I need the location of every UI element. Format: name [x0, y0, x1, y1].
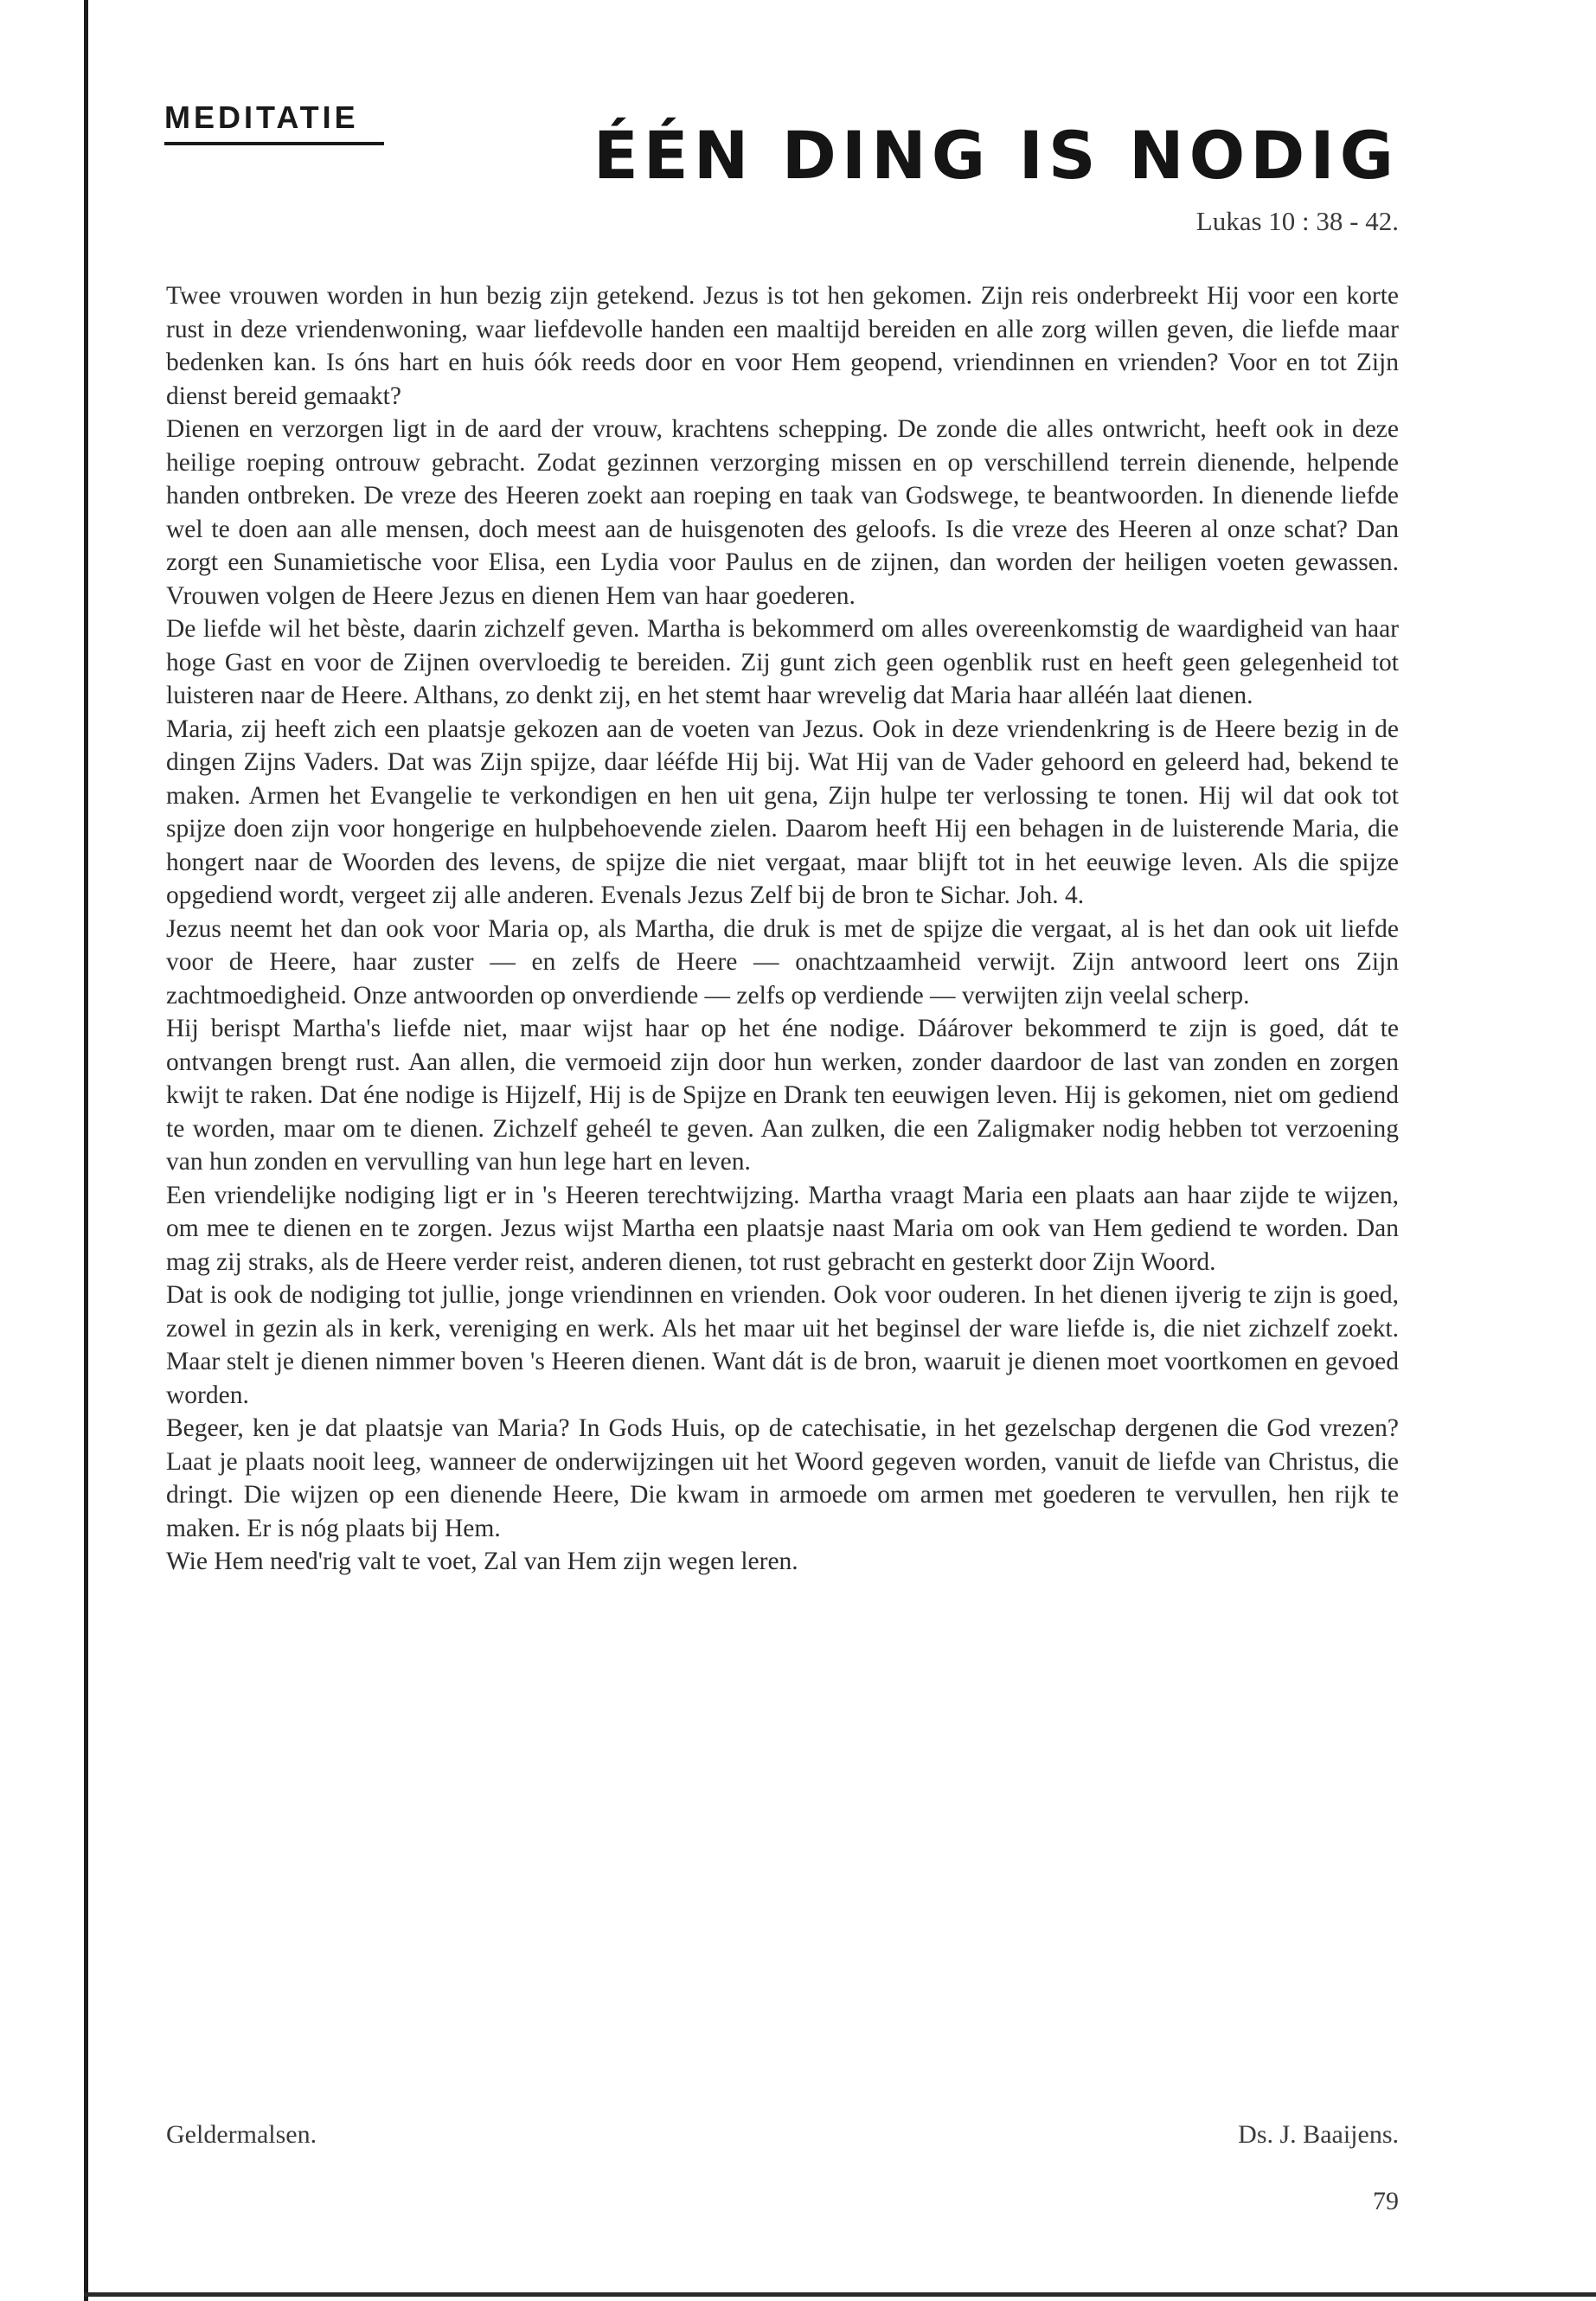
paragraph: Twee vrouwen worden in hun bezig zijn getekend. Jezus is tot hen gekomen. Zijn reis onderbreekt Hij voor een korte rust in deze vriendenwoning, waar liefdevolle handen een maaltijd bereiden en alle zorg willen geven, die liefde maar bedenken kan. Is óns hart en huis óók reeds door en voor Hem geopend, vriendinnen en vrienden? Voor en tot Zijn dienst bereid gemaakt?	[166, 282, 1399, 410]
scripture-reference: Lukas 10 : 38 - 42.	[1195, 206, 1399, 236]
paragraph: Dat is ook de nodiging tot jullie, jonge vriendinnen en vrienden. Ook voor ouderen. In het dienen ijverig te zijn is goed, zowel in gezin als in kerk, vereniging en werk. Als het maar uit het beginsel der ware liefde is, die niet zichzelf zoekt. Maar stelt je dienen nimmer boven 's Heeren dienen. Want dát is de bron, waaruit je dienen moet voortkomen en gevoed worden.	[166, 1281, 1399, 1409]
left-border-rule	[84, 0, 88, 2301]
author-signature: Ds. J. Baaijens.	[1238, 2120, 1399, 2149]
paragraph: Begeer, ken je dat plaatsje van Maria? In Gods Huis, op de catechisatie, in het gezelschap dergenen die God vrezen? Laat je plaats nooit leeg, wanneer de onderwijzingen uit het Woord gegeven worden, vanuit de liefde van Christus, die dringt. Die wijzen op een dienende Heere, Die kwam in armoede om armen met goederen te vervullen, hen rijk te maken. Er is nóg plaats bij Hem.	[166, 1414, 1399, 1542]
article-body	[166, 279, 1399, 1579]
paragraph: Jezus neemt het dan ook voor Maria op, als Martha, die druk is met de spijze die vergaat, al is het dan ook uit liefde voor de Heere, haar zuster — en zelfs de Heere — onachtzaamheid verwijt. Zijn antwoord leert ons Zijn zachtmoedigheid. Onze antwoorden op onverdiende — zelfs op verdiende — verwijten zijn veelal scherp.	[166, 914, 1399, 1009]
bottom-border-rule	[84, 2292, 1596, 2297]
paragraph: Een vriendelijke nodiging ligt er in 's Heeren terechtwijzing. Martha vraagt Maria een plaats aan haar zijde te wijzen, om mee te dienen en te zorgen. Jezus wijst Martha een plaatsje naast Maria om ook van Hem gediend te worden. Dan mag zij straks, als de Heere verder reist, anderen dienen, tot rust gebracht en gesterkt door Zijn Woord.	[166, 1181, 1399, 1276]
paragraph: Hij berispt Martha's liefde niet, maar wijst haar op het éne nodige. Dáárover bekommerd te zijn is goed, dát te ontvangen brengt rust. Aan allen, die vermoeid zijn door hun werken, zonder daardoor de last van zonden en zorgen kwijt te raken. Dat éne nodige is Hijzelf, Hij is de Spijze en Drank ten eeuwigen leven. Hij is gekomen, niet om gediend te worden, maar om te dienen. Zichzelf geheél te geven. Aan zulken, die een Zaligmaker nodig hebben tot verzoening van hun zonden en vervulling van hun lege hart en leven.	[166, 1015, 1399, 1176]
paragraph: Dienen en verzorgen ligt in de aard der vrouw, krachtens schepping. De zonde die alles ontwricht, heeft ook in deze heilige roeping ontrouw gebracht. Zodat gezinnen verzorging missen en op verschillend terrein dienende, helpende handen ontbreken. De vreze des Heeren zoekt aan roeping en taak van Godswege, te beantwoorden. In dienende liefde wel te doen aan alle mensen, doch meest aan de huisgenoten des geloofs. Is die vreze des Heeren al onze schat? Dan zorgt een Sunamietische voor Elisa, een Lydia voor Paulus en de zijnen, dan worden der heiligen voeten gewassen. Vrouwen volgen de Heere Jezus en dienen Hem van haar goederen.	[166, 415, 1399, 610]
section-label-underline	[164, 142, 384, 145]
paragraph: De liefde wil het bèste, daarin zichzelf geven. Martha is bekommerd om alles overeenkomstig de waardigheid van haar hoge Gast en voor de Zijnen overvloedig te bereiden. Zij gunt zich geen ogenblik rust en heeft geen gelegenheid tot luisteren naar de Heere. Althans, zo denkt zij, en het stemt haar wrevelig dat Maria haar alléén laat dienen.	[166, 615, 1399, 709]
section-label: MEDITATIE	[164, 99, 359, 135]
page-number: 79	[1373, 2187, 1399, 2215]
place-signature: Geldermalsen.	[166, 2120, 317, 2149]
page-title: ÉÉN DING IS NODIG	[593, 117, 1399, 194]
paragraph: Maria, zij heeft zich een plaatsje gekozen aan de voeten van Jezus. Ook in deze vriendenkring is de Heere bezig in de dingen Zijns Vaders. Dat was Zijn spijze, daar lééfde Hij bij. Wat Hij van de Vader gehoord en geleerd had, bekend te maken. Armen het Evangelie te verkondigen en hen uit gena, Zijn hulpe ter verlossing te tonen. Hij wil dat ook tot spijze doen zijn voor hongerige en hulpbehoevende zielen. Daarom heeft Hij een behagen in de luisterende Maria, die hongert naar de Woorden des levens, de spijze die niet vergaat, maar blijft tot in het eeuwige leven. Als die spijze opgediend wordt, vergeet zij alle anderen. Evenals Jezus Zelf bij de bron te Sichar. Joh. 4.	[166, 715, 1399, 909]
paragraph: Wie Hem need'rig valt te voet, Zal van Hem zijn wegen leren.	[166, 1548, 798, 1575]
